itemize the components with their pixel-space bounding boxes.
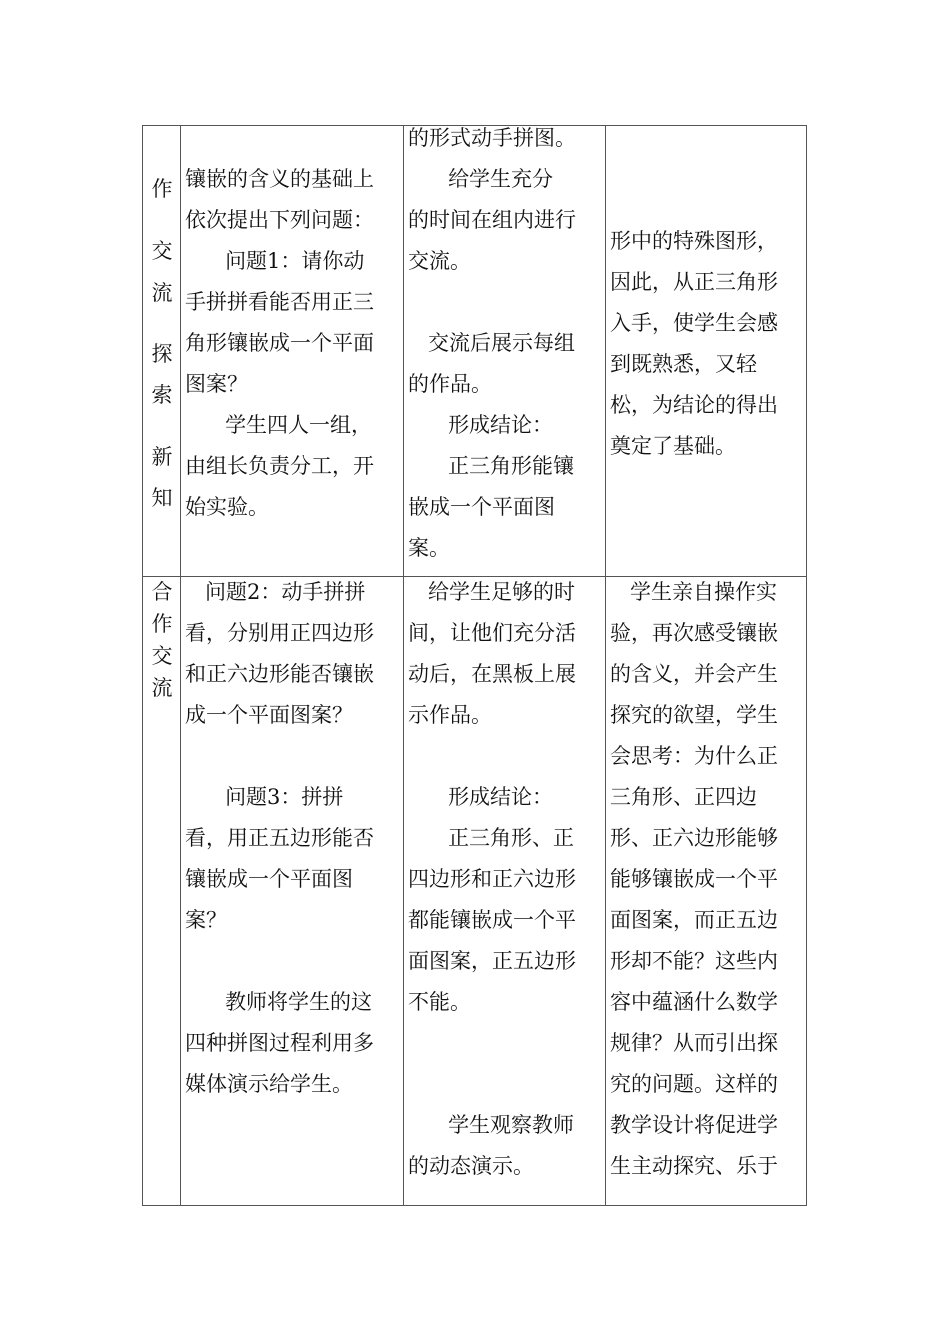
stage-label-char: 合 (151, 580, 173, 604)
design-intent-text: 学生亲自操作实 验，再次感受镶嵌 的含义，并会产生 探究的欲望，学生 会思考：为什么正 三角形、正四边 形、正六边形能够 能够镶嵌成一个平 面图案，而正五边 形却不能？这些内 容中蕴涵什么数学 规律？从而引出探 究的问题。这样的 教学设计将促进学 生主动探究、乐于 (610, 580, 778, 1178)
stage-label-char: 知 (151, 486, 173, 510)
stage-label-char: 索 (151, 383, 173, 407)
stage-label-char: 探 (151, 342, 173, 366)
teacher-activity-cell (181, 577, 404, 1206)
stage-label-char: 流 (151, 676, 173, 700)
student-activity-text: 的形式动手拼图。 给学生充分 的时间在组内进行 交流。 交流后展示每组 的作品。 形成结论： 正三角形能镶 嵌成一个平面图 案。 (408, 126, 576, 560)
stage-label-char: 流 (151, 281, 173, 305)
stage-label-char: 作 (151, 612, 173, 636)
student-activity-cell (404, 577, 606, 1206)
stage-label-char: 交 (151, 239, 173, 263)
student-activity-cell (404, 126, 606, 577)
stage-label-char: 作 (151, 177, 173, 201)
teacher-activity-text: 问题2：动手拼拼 看，分别用正四边形 和正六边形能否镶嵌 成一个平面图案？ 问题3：拼拼 看，用正五边形能否 镶嵌成一个平面图 案？ 教师将学生的这 四种拼图过程利用多 媒体演示给学生。 (185, 580, 374, 1096)
stage-label-cell (143, 126, 181, 577)
stage-label-char: 新 (151, 445, 173, 469)
lesson-plan-table (142, 125, 807, 1206)
stage-label-cell (143, 577, 181, 1206)
design-intent-text: 形中的特殊图形， 因此，从正三角形 入手，使学生会感 到既熟悉，又轻 松，为结论的得出 奠定了基础。 (610, 229, 778, 458)
design-intent-cell (606, 577, 807, 1206)
design-intent-cell (606, 126, 807, 577)
table-row (143, 577, 807, 1206)
teacher-activity-cell (181, 126, 404, 577)
table-row (143, 126, 807, 577)
teacher-activity-text: 镶嵌的含义的基础上 依次提出下列问题： 问题1：请你动 手拼拼看能否用正三 角形镶嵌成一个平面 图案？ 学生四人一组， 由组长负责分工，开 始实验。 (185, 167, 374, 519)
student-activity-text: 给学生足够的时 间，让他们充分活 动后，在黑板上展 示作品。 形成结论： 正三角形、正 四边形和正六边形 都能镶嵌成一个平 面图案，正五边形 不能。 学生观察教师 的动态演示。 (408, 580, 576, 1178)
stage-label-char: 交 (151, 644, 173, 668)
